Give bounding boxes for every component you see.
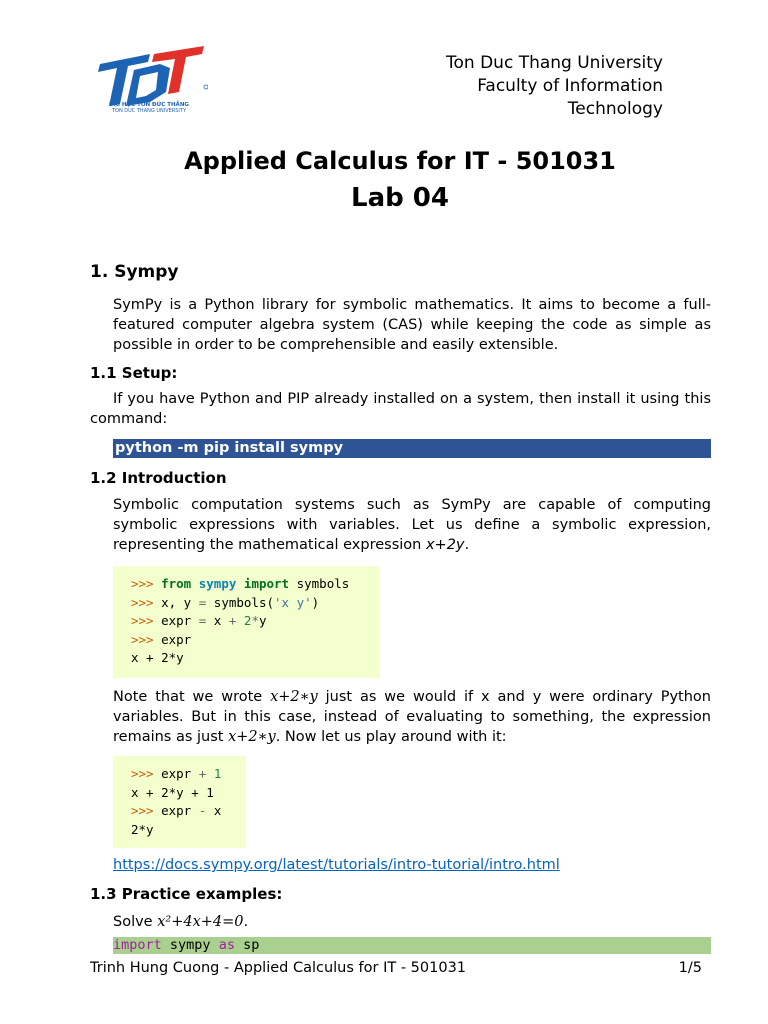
operator: - [198,803,207,818]
prompt: >>> [131,576,154,591]
note-paragraph [113,687,711,747]
setup-paragraph: If you have Python and PIP already installed on a system, then install it using this command: [90,391,711,427]
practice-heading: 1.3 Practice examples: [90,885,283,903]
prompt: >>> [131,803,154,818]
math-expression: x+2∗y [270,689,318,705]
page-number: 1/5 [678,960,702,976]
setup-heading: 1.1 Setup: [90,364,178,382]
faculty-name-cont: Technology [567,99,663,119]
code-line [131,612,380,631]
operator: * [251,613,259,628]
code-text: expr [161,631,192,647]
math-expression: x+2∗y [228,729,276,745]
code-text: y [258,613,267,628]
logo-caption-2: TON DUC THANG UNIVERSITY [111,108,187,114]
code-text: symbols( [206,594,275,610]
module-name: sympy [161,937,219,953]
code-text: x [206,613,229,628]
logo-caption-1: ĐẠI HỌC TÔN ĐỨC THẮNG [109,102,189,108]
alias: sp [234,937,260,953]
prompt: >>> [131,594,154,610]
code-line [131,765,246,784]
code-line [131,802,246,821]
code-text: x, y [161,594,199,610]
install-command: python -m pip install sympy [113,439,711,458]
code-output: 2*y [131,821,154,837]
code-block-expressions [113,756,246,848]
equation-end: . [243,914,249,930]
faculty-name: Faculty of Information [477,76,663,96]
solve-label: Solve [113,914,158,930]
operator: = [198,613,207,628]
code-block-symbols [113,566,380,678]
note-text: just as we would if x and y were ordinary Python variables. But in this case, instead of evaluating to something, the expression remains as just [113,689,711,745]
operator: + [198,766,207,781]
number: 2 [243,613,252,628]
code-text: expr [161,766,199,781]
intro-expression: x+2y [425,537,465,553]
keyword: as [218,937,235,953]
module-name: sympy [198,576,237,591]
code-text: symbols [296,576,350,591]
note-text: Note that we wrote [113,689,271,705]
code-line [131,631,380,650]
sympy-intro-paragraph: SymPy is a Python library for symbolic mathematics. It aims to become a full-featured computer algebra system (CAS) while keeping the code as simple as possible in order to be comprehensible and easily extensible. [113,297,711,353]
keyword: from [161,576,192,591]
operator: + [228,613,237,628]
code-line [131,575,380,594]
code-text: expr [161,803,199,818]
intro-text: Symbolic computation systems such as SymPy are capable of computing symbolic expressions with variables. Let us define a symbolic expression, representing the mathematical expression [113,497,711,553]
note-text: . Now let us play around with it: [275,729,507,745]
operator: = [198,594,207,610]
document-title: Applied Calculus for IT - 501031 [184,147,616,175]
sympy-tutorial-link[interactable]: https://docs.sympy.org/latest/tutorials/intro-tutorial/intro.html [113,857,560,873]
practice-code-line [113,937,711,954]
lab-title: Lab 04 [351,183,449,213]
footer-author: Trinh Hung Cuong - Applied Calculus for IT - 501031 [90,960,467,976]
keyword: import [243,576,290,591]
intro-text-end: . [464,537,470,553]
code-text: ) [311,594,320,610]
prompt: >>> [131,766,154,781]
prompt: >>> [131,613,154,628]
code-output: x + 2*y + 1 [131,784,214,800]
keyword: import [113,937,162,953]
string-literal: 'x y' [274,594,312,610]
prompt: >>> [131,631,154,647]
university-logo [90,46,208,118]
number: 1 [213,766,222,781]
code-text: x [213,803,222,818]
section-heading-sympy: 1. Sympy [90,262,179,282]
practice-task [113,912,248,932]
code-output: x + 2*y [131,650,184,665]
equation: x²+4x+4=0 [157,914,244,930]
code-line [131,594,380,613]
introduction-heading: 1.2 Introduction [90,469,227,487]
university-name: Ton Duc Thang University [446,53,663,73]
code-text: expr [161,613,199,628]
introduction-paragraph [113,495,711,555]
